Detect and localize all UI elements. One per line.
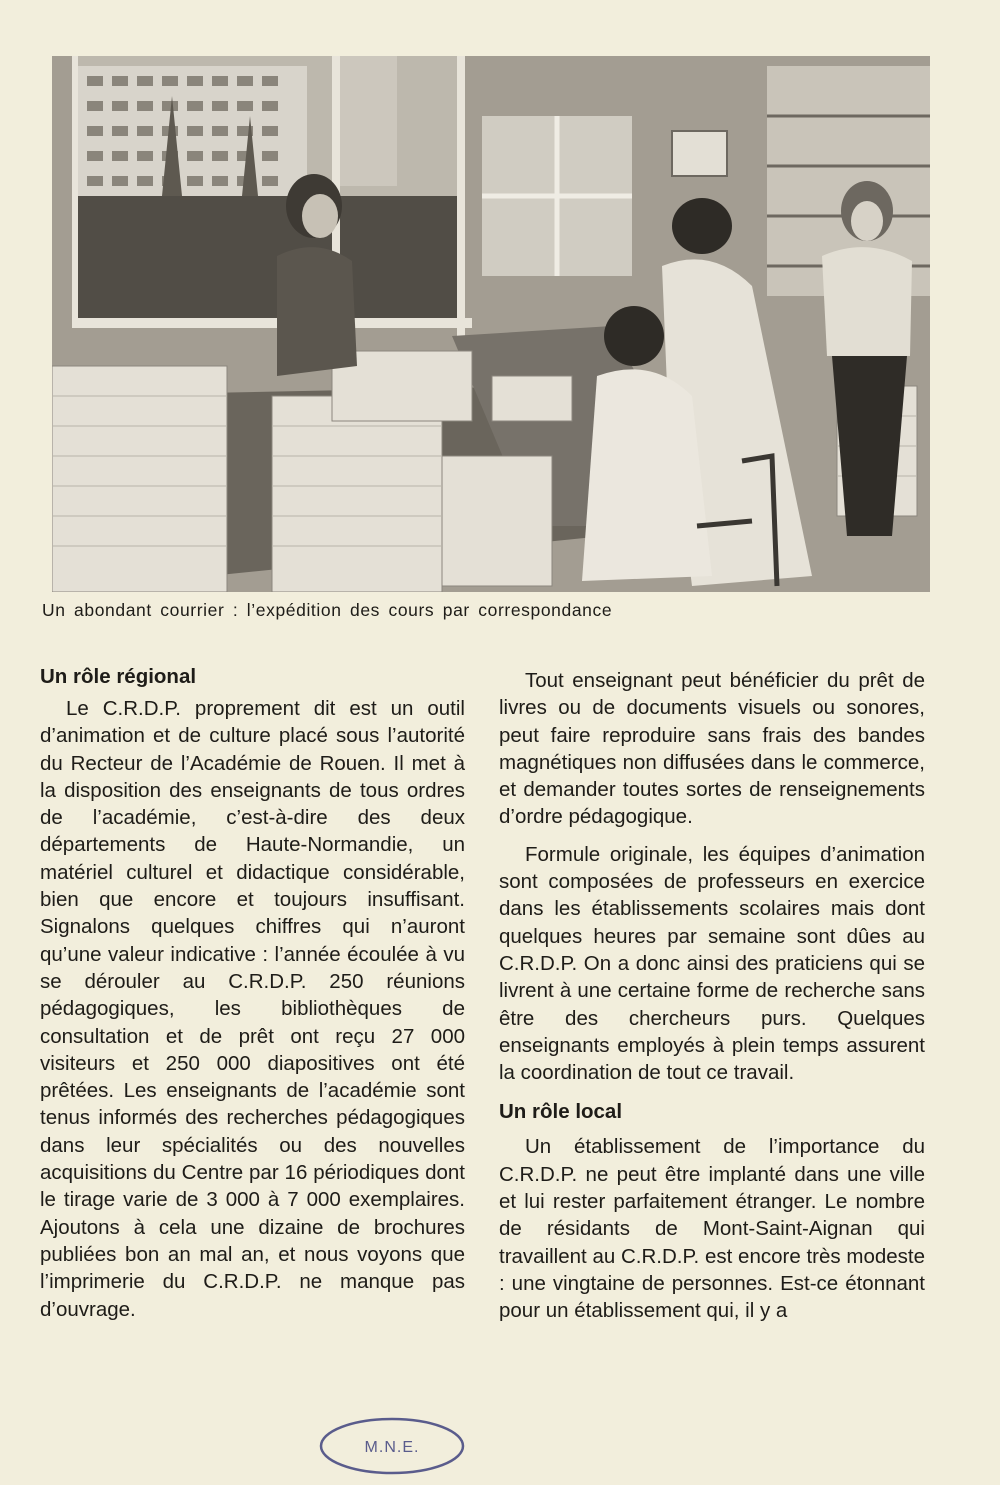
paragraph-regional: Le C.R.D.P. proprement dit est un outil d’animation et de culture placé sous l’autorité du Recteur de l’Académie de Rouen. Il met à la disposition des enseignants de tous ordres de l’académie, c’est-à-dire des deux départements de Haute-Normandie, un matériel culturel et didactique considérable, bien que encore et toujours insuffisant. Signalons quelques chiffres qui n’auront qu’une valeur indicative : l’année écoulée à vu se dérouler au C.R.D.P. 250 réunions pédagogiques, les bibliothèques de consultation et de prêt ont reçu 27 000 visiteurs et 250 000 diapositives ont été prêtées. Les enseignants de l’académie sont tenus informés des recherches pédagogiques dans leur spécialités ou des nouvelles acquisitions du Centre par 16 périodiques dont le tirage varie de 3 000 à 7 000 exemplaires. Ajoutons à cela une dizaine de brochures publiées bon an mal an, et nous voyons que l’imprimerie du C.R.D.P. ne manque pas d’ouvrage. — [40, 697, 465, 1321]
section-heading-regional: Un rôle régional — [40, 665, 197, 688]
section-heading-local: Un rôle local — [499, 1100, 623, 1124]
stamp-oval-icon — [318, 1416, 466, 1476]
paragraph-loans: Tout enseignant peut bénéficier du prêt de livres ou de documents visuels ou sonores, peut faire reproduire sans frais des bandes magnétiques non diffusées dans le commerce, et demander toutes sortes de renseignements d’ordre pédagogique. — [499, 669, 925, 829]
right-column — [499, 667, 925, 1325]
photo-caption: Un abondant courrier : l’expédition des cours par correspondance — [42, 600, 613, 620]
paragraph-local: Un établissement de l’importance du C.R.D.P. ne peut être implanté dans une ville et lui rester parfaitement étranger. Le nombre de résidants de Mont-Saint-Aignan qui travaillent au C.R.D.P. est encore très modeste : une vingtaine de personnes. Est-ce étonnant pour un établissement qui, il y a — [499, 1135, 925, 1323]
library-stamp — [318, 1416, 466, 1476]
photo-illustration — [52, 56, 930, 592]
stamp-text: M.N.E. — [364, 1439, 420, 1456]
paragraph-teams: Formule originale, les équipes d’animation sont composées de professeurs en exercice dans les établissements scolaires mais dont quelques heures par semaine sont dûes au C.R.D.P. On a donc ainsi des praticiens qui se livrent à une certaine forme de recherche sans être des chercheurs purs. Quelques enseignants employés à plein temps assurent la coordination de tout ce travail. — [499, 842, 925, 1085]
left-column — [40, 663, 465, 1323]
photo-mail-room — [52, 56, 930, 592]
